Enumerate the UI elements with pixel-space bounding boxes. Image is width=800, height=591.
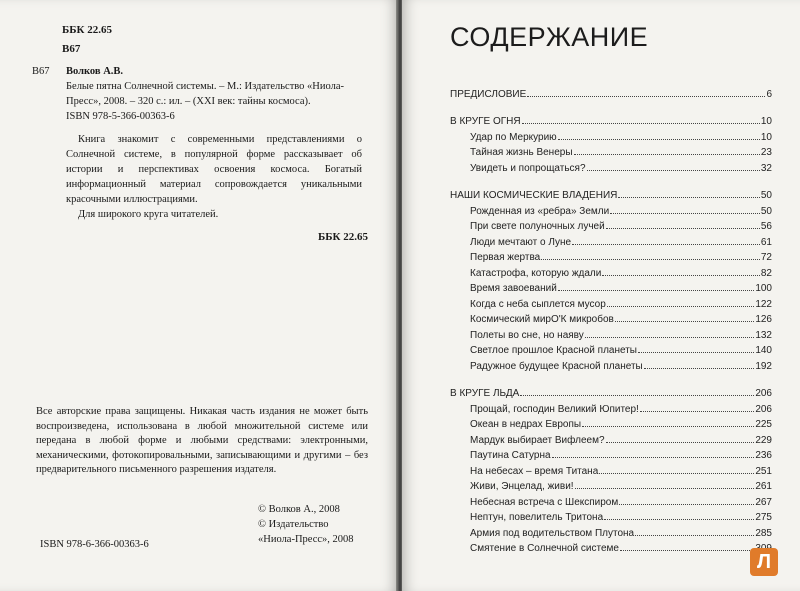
toc-entry-label: Первая жертва [470, 252, 541, 263]
toc-entry [450, 341, 772, 357]
toc-entry-page: 275 [755, 512, 772, 523]
toc-entry-label: Живи, Энцелад, живи! [470, 481, 574, 492]
toc-section [450, 186, 772, 202]
toc-entry-label: Радужное будущее Красной планеты [470, 360, 643, 372]
toc-entry-page: 56 [760, 221, 772, 232]
toc-entry [450, 430, 772, 446]
toc-leader-dots [606, 227, 760, 229]
toc-entry-page: 261 [755, 481, 772, 492]
toc-entry [450, 415, 772, 431]
toc-leader-dots [541, 258, 760, 260]
toc-entry-label: В КРУГЕ ОГНЯ [450, 116, 521, 127]
toc-entry-page: 251 [755, 465, 772, 477]
toc-leader-dots [599, 472, 754, 474]
toc-leader-dots [610, 212, 760, 214]
book-description: Белые пятна Солнечной системы. – М.: Издательство «Ниола-Пресс», 2008. – 320 с.: ил. – (XXI век: тайны космоса). [66, 81, 345, 107]
isbn-bottom: ISBN 978-6-366-00363-6 [40, 539, 149, 550]
toc-leader-dots [615, 320, 754, 322]
toc-leader-dots [604, 518, 754, 520]
toc-leader-dots [574, 153, 760, 155]
toc-entry-label: Смятение в Солнечной системе [470, 543, 619, 554]
toc-leader-dots [558, 289, 755, 291]
toc-leader-dots [640, 410, 754, 412]
toc-entry-page: 50 [760, 205, 772, 217]
toc-entry-label: Океан в недрах Европы [470, 419, 582, 430]
toc-entry [450, 279, 772, 295]
toc-entry-label: Светлое прошлое Красной планеты [470, 345, 637, 356]
toc-entry-page: 126 [755, 314, 772, 325]
annotation: Книга знакомит с современными представлениями о Солнечной системе, в популярной форме рассказывает об истории и перспективах освоения космоса. Богатый информационный материал сопровождается уникальными красочными иллюстрациями. [66, 134, 362, 205]
author-code: В67 [32, 66, 50, 77]
toc-entry-page: 132 [755, 329, 772, 341]
bibliographic-record [32, 64, 362, 222]
toc-entry-page: 72 [760, 252, 772, 263]
toc-entry-page: 61 [760, 236, 772, 248]
toc-entry-label: Время завоеваний [470, 283, 557, 294]
toc-leader-dots [607, 305, 755, 307]
toc-entry-page: 206 [755, 403, 772, 415]
toc-title: СОДЕРЖАНИЕ [450, 22, 649, 52]
toc-entry [450, 477, 772, 493]
copyright-publisher-name: «Ниола-Пресс», 2008 [258, 534, 354, 545]
toc-leader-dots [638, 351, 754, 353]
toc-entry-label: Прощай, господин Великий Юпитер! [470, 403, 639, 415]
bbk-code-top: ББК 22.65 [62, 24, 113, 36]
toc-entry-label: Полеты во сне, но наяву [470, 329, 584, 341]
toc-leader-dots [606, 441, 755, 443]
toc-entry-page: 225 [755, 419, 772, 430]
toc-entry-label: Мардук выбирает Вифлеем? [470, 434, 605, 446]
copyright-publisher: © Издательство [258, 519, 329, 530]
toc-entry [450, 158, 772, 174]
toc-entry-page: 140 [755, 345, 772, 356]
toc-section [450, 112, 772, 128]
toc-entry-page: 6 [766, 88, 772, 100]
toc-leader-dots [520, 394, 754, 396]
toc-entry [450, 399, 772, 415]
toc-entry-page: 10 [760, 116, 772, 127]
toc-entry [450, 356, 772, 372]
toc-entry [450, 248, 772, 264]
toc-entry-page: 285 [755, 527, 772, 539]
toc-entry [450, 508, 772, 524]
toc-entry-label: Удар по Меркурию [470, 131, 557, 143]
toc-leader-dots [644, 367, 755, 369]
toc-leader-dots [602, 274, 760, 276]
toc-entry [450, 539, 772, 555]
bbk-code-right: ББК 22.65 [317, 231, 368, 243]
toc-leader-dots [575, 487, 755, 489]
toc-leader-dots [635, 534, 754, 536]
toc-entry-page: 100 [755, 283, 772, 294]
toc-entry [450, 201, 772, 217]
audience-note: Для широкого круга читателей. [78, 209, 219, 220]
publisher-logo-icon[interactable]: Л [750, 548, 778, 576]
toc-entry-label: На небесах – время Титана [470, 465, 599, 477]
toc-leader-dots [585, 336, 755, 338]
author-code-top: В67 [62, 43, 81, 55]
table-of-contents [450, 78, 772, 554]
toc-entry [450, 325, 772, 341]
toc-entry-page: 236 [755, 450, 772, 461]
toc-entry-label: В КРУГЕ ЛЬДА [450, 388, 520, 399]
toc-entry-page: 23 [760, 147, 772, 158]
toc-entry-label: Нептун, повелитель Тритона [470, 512, 604, 523]
toc-leader-dots [552, 456, 755, 458]
right-page [402, 0, 800, 591]
toc-entry [450, 294, 772, 310]
rights-notice [36, 405, 368, 478]
copyright-block [258, 502, 378, 547]
toc-leader-dots [582, 425, 754, 427]
toc-entry-label: Когда с неба сыплется мусор [470, 298, 606, 310]
toc-entry-label: Паутина Сатурна [470, 450, 551, 461]
toc-entry-page: 50 [760, 190, 772, 201]
isbn-line: ISBN 978-5-366-00363-6 [66, 111, 175, 122]
toc-entry-page: 32 [760, 162, 772, 174]
toc-entry-label: Армия под водительством Плутона [470, 527, 635, 539]
toc-entry [450, 217, 772, 233]
toc-entry-label: Рожденная из «ребра» Земли [470, 205, 610, 217]
toc-entry [450, 446, 772, 462]
toc-entry-label: НАШИ КОСМИЧЕСКИЕ ВЛАДЕНИЯ [450, 190, 618, 201]
toc-entry-label: Космический мирО'К микробов [470, 314, 614, 325]
rights-text: Все авторские права защищены. Никакая часть издания не может быть воспроизведена, использована в любой множительной системе или передана в любой форме и любыми средствами: электронными, механическими, фотокопировальными, записывающими и другими – без предварительного письменного разрешения издателя. [36, 406, 368, 475]
toc-entry-label: При свете полуночных лучей [470, 221, 605, 232]
toc-leader-dots [572, 243, 760, 245]
toc-entry [450, 310, 772, 326]
toc-section [450, 384, 772, 400]
toc-entry-label: ПРЕДИСЛОВИЕ [450, 88, 527, 100]
toc-entry-label: Тайная жизнь Венеры [470, 147, 573, 158]
toc-entry [450, 263, 772, 279]
toc-leader-dots [619, 503, 754, 505]
toc-entry-page: 82 [760, 267, 772, 279]
toc-entry-page: 10 [760, 131, 772, 143]
toc-leader-dots [522, 122, 760, 124]
copyright-author: © Волков А., 2008 [258, 504, 340, 515]
left-page [0, 0, 398, 591]
toc-entry [450, 492, 772, 508]
toc-entry [450, 461, 772, 477]
toc-leader-dots [587, 169, 760, 171]
toc-leader-dots [620, 549, 754, 551]
toc-entry-label: Увидеть и попрощаться? [470, 162, 586, 174]
toc-entry-page: 229 [755, 434, 772, 446]
toc-leader-dots [527, 95, 765, 97]
author-name: Волков А.В. [66, 66, 124, 77]
toc-entry-label: Люди мечтают о Луне [470, 236, 572, 248]
toc-entry-label: Небесная встреча с Шекспиром [470, 496, 619, 508]
toc-entry [450, 143, 772, 159]
toc-entry [450, 232, 772, 248]
toc-section [450, 84, 772, 100]
toc-leader-dots [558, 138, 760, 140]
toc-entry [450, 523, 772, 539]
toc-leader-dots [618, 196, 760, 198]
toc-entry [450, 127, 772, 143]
toc-entry-label: Катастрофа, которую ждали [470, 267, 602, 279]
toc-entry-page: 206 [755, 388, 772, 399]
toc-entry-page: 122 [755, 298, 772, 310]
toc-entry-page: 192 [755, 360, 772, 372]
toc-entry-page: 267 [755, 496, 772, 508]
